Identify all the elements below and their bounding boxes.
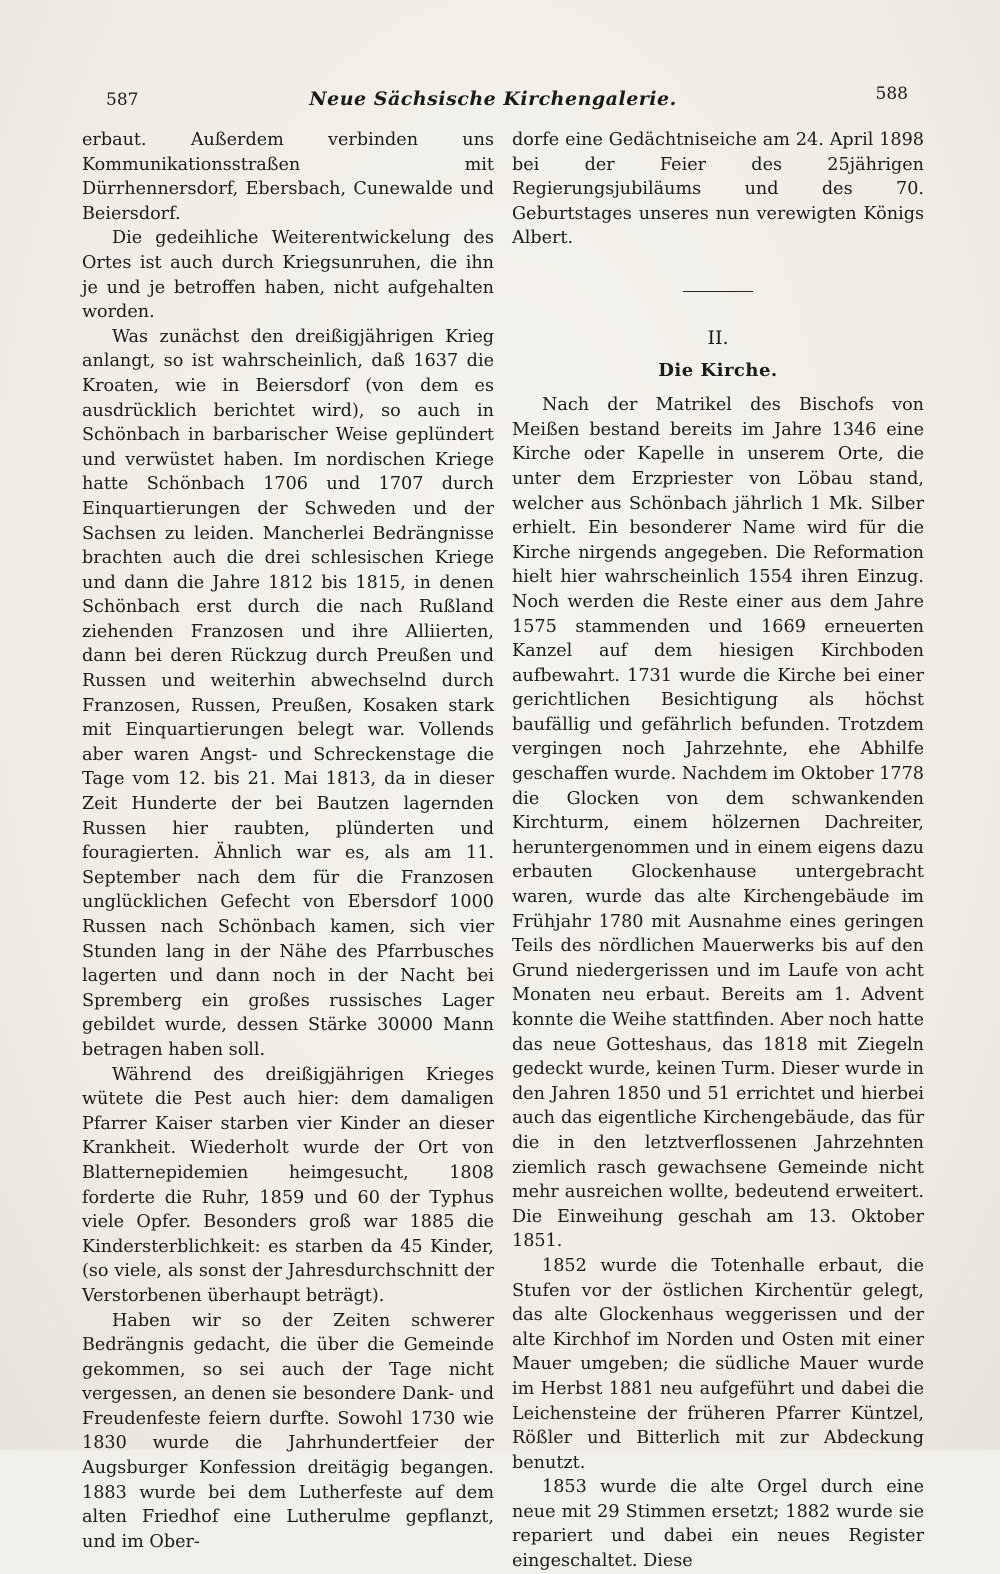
- paragraph: Während des dreißigjährigen Krieges wütete die Pest auch hier: dem damaligen Pfarrer Kaiser starben vier Kinder an dieser Krankheit. Wiederholt wurde der Ort von Blatternepidemien heimgesucht, 1808 forderte die Ruhr, 1859 und 60 der Typhus viele Opfer. Besonders groß war 1885 die Kindersterblichkeit: es starben da 45 Kinder, (so viele, als sonst der Jahresdurchschnitt der Verstorbenen überhaupt beträgt).: [82, 1064, 494, 1306]
- paragraph: erbaut. Außerdem verbinden uns Kommunikationsstraßen mit Dürrhennersdorf, Ebersbach, Cunewalde und Beiersdorf.: [82, 130, 494, 224]
- left-column: [82, 128, 494, 1554]
- section-number: II.: [707, 326, 729, 349]
- paragraph: 1853 wurde die alte Orgel durch eine neue mit 29 Stimmen ersetzt; 1882 wurde sie repariert und dabei ein neues Register eingeschaltet. Diese: [512, 1477, 924, 1572]
- page-number-right: 588: [875, 84, 908, 104]
- paragraph: Haben wir so der Zeiten schwerer Bedrängnis gedacht, die über die Gemeinde gekommen, so sei auch der Tage nicht vergessen, an denen sie besondere Dank- und Freudenfeste feiern durfte. Sowohl 1730 wie 1830 wurde die Jahrhundertfeier der Augsburger Konfession dreitägig begangen. 1883 wurde bei dem Lutherfeste auf dem alten Friedhof eine Lutherulme gepflanzt, und im Ober-: [82, 1310, 494, 1552]
- paragraph: dorfe eine Gedächtniseiche am 24. April 1898 bei der Feier des 25jährigen Regierungsjubiläums und des 70. Geburtstages unseres nun verewigten Königs Albert.: [512, 130, 924, 249]
- running-title: Neue Sächsische Kirchengalerie.: [309, 88, 677, 110]
- page-number-left: 587: [106, 90, 139, 110]
- paragraph: Die gedeihliche Weiterentwickelung des Ortes ist auch durch Kriegsunruhen, die ihn je und je betroffen haben, nicht aufgehalten worden.: [82, 228, 494, 323]
- paragraph: 1852 wurde die Totenhalle erbaut, die Stufen vor der östlichen Kirchentür gelegt, das alte Glockenhaus weggerissen und der alte Kirchhof im Norden und Osten mit einer Mauer umgeben; die südliche Mauer wurde im Herbst 1881 neu aufgeführt und dabei die Leichensteine der früheren Pfarrer Küntzel, Rößler und Bitterlich mit zur Abdeckung benutzt.: [512, 1255, 924, 1473]
- paragraph: Nach der Matrikel des Bischofs von Meißen bestand bereits im Jahre 1346 eine Kirche oder Kapelle in unserem Orte, die unter dem Erzpriester von Löbau stand, welcher aus Schönbach jährlich 1 Mk. Silber erhielt. Ein besonderer Name wird für die Kirche nirgends angegeben. Die Reformation hielt hier wahrscheinlich 1554 ihren Einzug. Noch werden die Reste einer aus dem Jahre 1575 stammenden und 1669 erneuerten Kanzel auf dem hiesigen Kirchboden aufbewahrt. 1731 wurde die Kirche bei einer gerichtlichen Besichtigung als höchst baufällig und gefährlich befunden. Trotzdem vergingen noch Jahrzehnte, ehe Abhilfe geschaffen wurde. Nachdem im Oktober 1778 die Glocken von dem schwankenden Kirchturm, einem hölzernen Dachreiter, heruntergenommen und in einem eigens dazu erbauten Glockenhause untergebracht waren, wurde das alte Kirchengebäude im Frühjahr 1780 mit Ausnahme eines geringen Teils des nördlichen Mauerwerks bis auf den Grund niedergerissen und im Laufe von acht Monaten neu erbaut. Bereits am 1. Advent konnte die Weihe stattfinden. Aber noch hatte das neue Gotteshaus, das 1818 mit Ziegeln gedeckt wurde, keinen Turm. Dieser wurde in den Jahren 1850 und 51 errichtet und hierbei auch das eigentliche Kirchengebäude, das für die in den letztverflossenen Jahrzehnten ziemlich rasch gewachsene Gemeinde nicht mehr ausreichen wollte, bedeutend erweitert. Die Einweihung geschah am 13. Oktober 1851.: [512, 395, 924, 1252]
- section-title: Die Kirche.: [658, 359, 778, 381]
- paragraph: Was zunächst den dreißigjährigen Krieg anlangt, so ist wahrscheinlich, daß 1637 die Kroaten, wie in Beiersdorf (von dem es ausdrücklich berichtet wird), so auch in Schönbach in barbarischer Weise geplündert und verwüstet haben. Im nordischen Kriege hatte Schönbach 1706 und 1707 durch Einquartierungen der Schweden und der Sachsen zu leiden. Mancherlei Bedrängnisse brachten auch die drei schlesischen Kriege und dann die Jahre 1812 bis 1815, in denen Schönbach erst durch die nach Rußland ziehenden Franzosen und ihre Alliierten, dann bei deren Rückzug durch Preußen und Russen und weiterhin abwechselnd durch Franzosen, Russen, Preußen, Kosaken stark mit Einquartierungen belegt war. Vollends aber waren Angst- und Schreckenstage die Tage vom 12. bis 21. Mai 1813, da in dieser Zeit Hunderte der bei Bautzen lagernden Russen hier raubten, plünderten und fouragierten. Ähnlich war es, als am 11. September nach dem für die Franzosen unglücklichen Gefecht von Ebersdorf 1000 Russen nach Schönbach kamen, sich vier Stunden lang in der Nähe des Pfarrbusches lagerten und dann noch in der Nacht bei Spremberg ein großes russisches Lager gebildet wurde, dessen Stärke 30000 Mann betragen haben soll.: [82, 326, 494, 1060]
- running-header: [78, 82, 908, 118]
- right-column: [512, 128, 924, 1574]
- section-divider: [683, 291, 753, 292]
